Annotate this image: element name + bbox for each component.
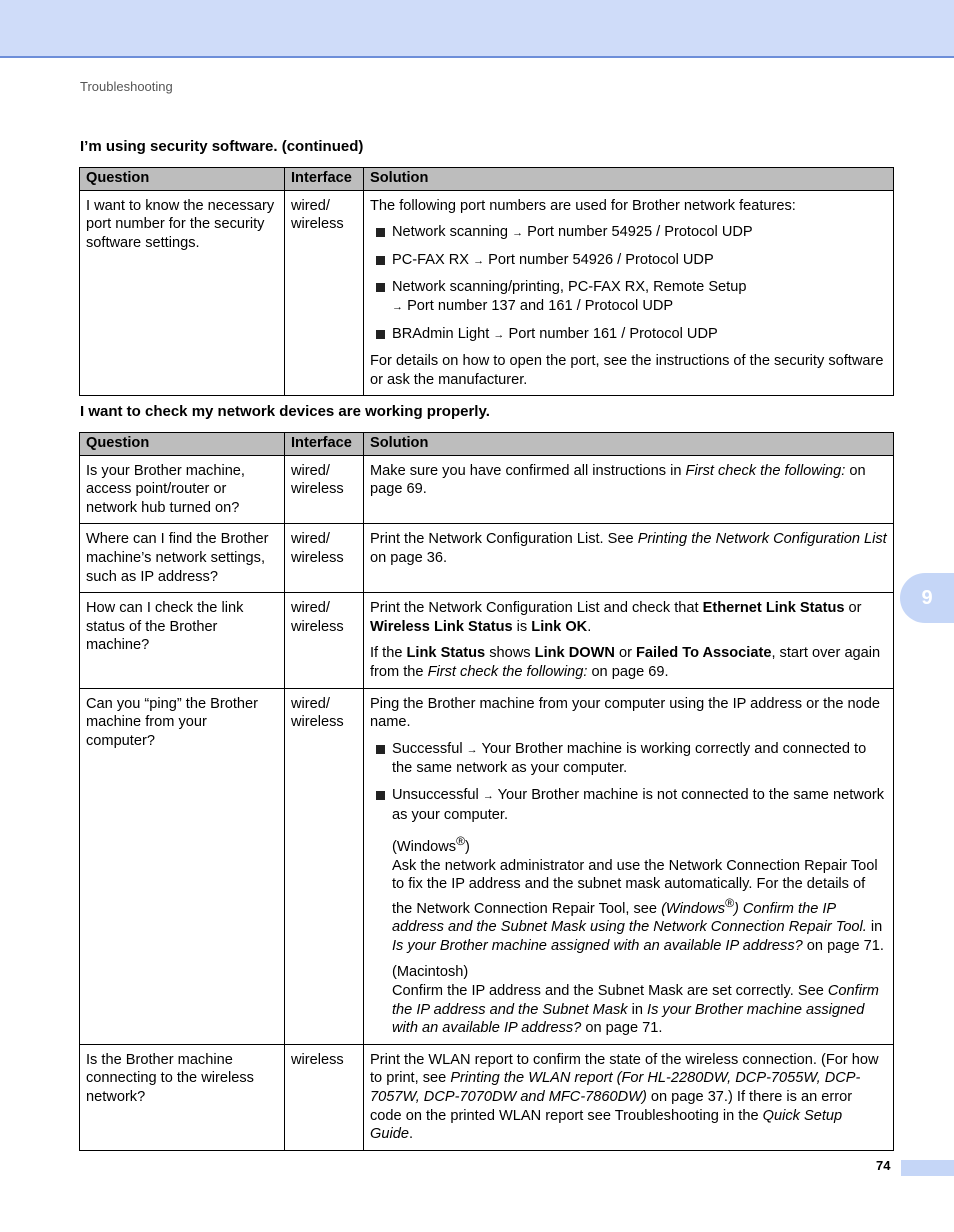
table-row: [80, 524, 894, 593]
port-list: [370, 223, 887, 344]
table-header-row: [80, 168, 894, 191]
link-status-down: If the Link Status shows Link DOWN or Failed To Associate, start over again from the First check the following: on page 69.: [370, 645, 881, 680]
table-row: [80, 190, 894, 396]
table-header-row: [80, 433, 894, 456]
solution-cell: [364, 688, 894, 1044]
list-item: PC-FAX RX → Port number 54926 / Protocol UDP: [370, 251, 887, 271]
windows-instructions: (Windows®) Ask the network administrator and use the Network Connection Repair Tool to fix the IP address and the subnet mask automatically. For the details of the Network Connection Repair Tool, see (Windows®) Confirm the IP address and the Subnet Mask using the Network Connection Repair Tool. in Is your Brother machine assigned with an available IP address? on page 71.: [392, 834, 884, 954]
solution-outro: For details on how to open the port, see the instructions of the security software or ask the manufacturer.: [370, 353, 884, 388]
list-item: Network scanning/printing, PC-FAX RX, Remote Setup → Port number 137 and 161 / Protocol UDP: [370, 278, 887, 316]
interface-cell: wired/ wireless: [285, 455, 364, 524]
security-table: [79, 167, 894, 396]
col-solution: Solution: [364, 168, 894, 191]
table-row: [80, 688, 894, 1044]
col-question: Question: [80, 168, 285, 191]
list-item: Unsuccessful → Your Brother machine is not connected to the same network as your computer.: [370, 786, 887, 824]
chapter-tab: 9: [900, 573, 954, 623]
solution-cell: Print the WLAN report to confirm the state of the wireless connection. (For how to print, see Printing the WLAN report (For HL-2280DW, DCP-7055W, DCP-7057W, DCP-7070DW and MFC-7860DW) on page 37.) If there is an error code on the printed WLAN report see Troubleshooting in the Quick Setup Guide.: [364, 1044, 894, 1150]
section-title-security: I’m using security software. (continued): [80, 138, 364, 155]
solution-intro: Ping the Brother machine from your computer using the IP address or the node name.: [370, 695, 880, 731]
page-header-band: [0, 0, 954, 58]
arrow-icon: →: [493, 328, 505, 341]
solution-cell: [364, 593, 894, 688]
solution-intro: The following port numbers are used for Brother network features:: [370, 197, 796, 214]
arrow-icon: →: [512, 227, 524, 240]
solution-cell: [364, 190, 894, 396]
list-item: BRAdmin Light → Port number 161 / Protocol UDP: [370, 325, 887, 345]
solution-cell: Print the Network Configuration List. See Printing the Network Configuration List on page 36.: [364, 524, 894, 593]
page-number-bar: [901, 1160, 954, 1176]
col-interface: Interface: [285, 168, 364, 191]
table-row: [80, 455, 894, 524]
col-question: Question: [80, 433, 285, 456]
table-row: [80, 1044, 894, 1150]
col-interface: Interface: [285, 433, 364, 456]
arrow-icon: →: [392, 300, 403, 313]
arrow-icon: →: [473, 254, 485, 267]
question-cell: Can you “ping” the Brother machine from your computer?: [80, 688, 285, 1044]
question-cell: I want to know the necessary port number for the security software settings.: [80, 190, 285, 396]
question-cell: Where can I find the Brother machine’s network settings, such as IP address?: [80, 524, 285, 593]
ping-results-list: [370, 740, 887, 824]
question-cell: How can I check the link status of the Brother machine?: [80, 593, 285, 688]
network-table: [79, 432, 894, 1151]
list-item: Successful → Your Brother machine is working correctly and connected to the same network as your computer.: [370, 740, 887, 778]
list-item: Network scanning → Port number 54925 / Protocol UDP: [370, 223, 887, 243]
running-head: Troubleshooting: [80, 79, 173, 94]
arrow-icon: →: [466, 743, 478, 756]
section-title-network: I want to check my network devices are working properly.: [80, 403, 490, 420]
interface-cell: wired/ wireless: [285, 593, 364, 688]
table-row: [80, 593, 894, 688]
link-status-check: Print the Network Configuration List and check that Ethernet Link Status or Wireless Link Status is Link OK.: [370, 600, 862, 635]
interface-cell: wired/ wireless: [285, 524, 364, 593]
question-cell: Is your Brother machine, access point/router or network hub turned on?: [80, 455, 285, 524]
interface-cell: wired/ wireless: [285, 190, 364, 396]
macintosh-instructions: (Macintosh) Confirm the IP address and the Subnet Mask are set correctly. See Confirm the IP address and the Subnet Mask in Is your Brother machine assigned with an available IP address? on page 71.: [392, 964, 879, 1037]
solution-cell: Make sure you have confirmed all instructions in First check the following: on page 69.: [364, 455, 894, 524]
interface-cell: wired/ wireless: [285, 688, 364, 1044]
page-number: 74: [876, 1158, 891, 1173]
arrow-icon: →: [482, 789, 494, 802]
question-cell: Is the Brother machine connecting to the wireless network?: [80, 1044, 285, 1150]
col-solution: Solution: [364, 433, 894, 456]
interface-cell: wireless: [285, 1044, 364, 1150]
